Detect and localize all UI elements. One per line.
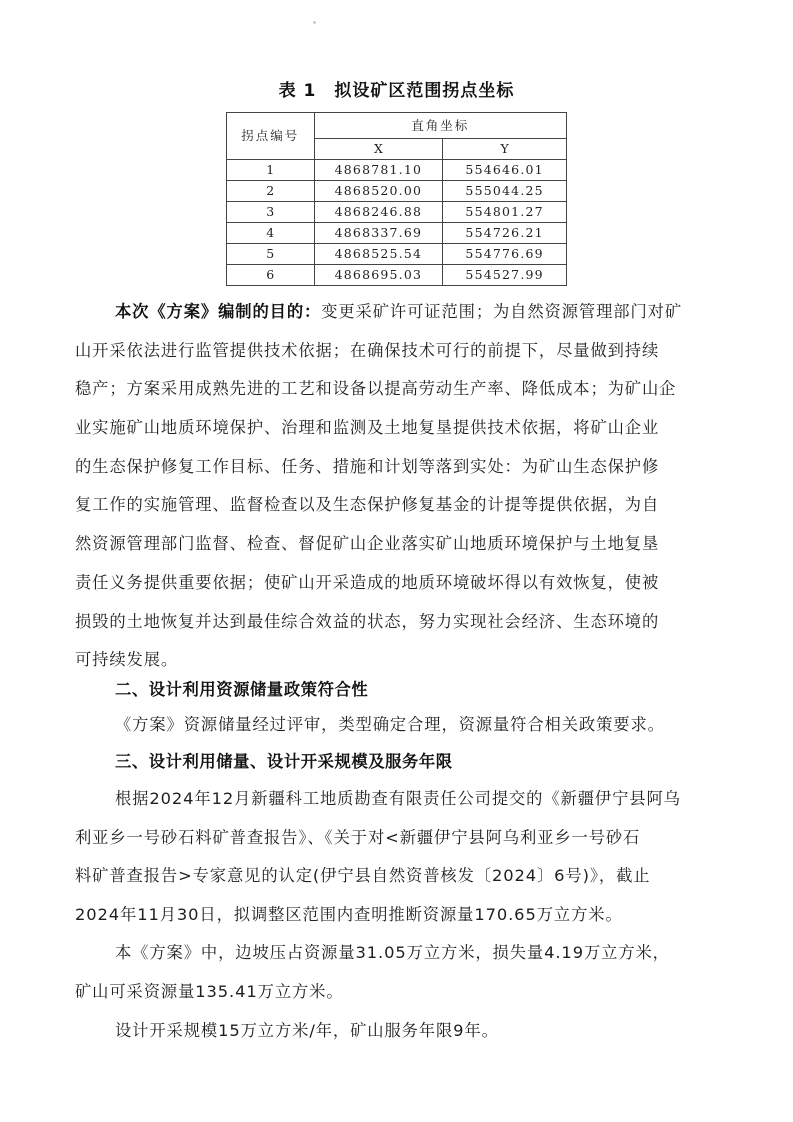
scale-paragraph [75, 1012, 725, 1051]
table-row [227, 244, 567, 265]
paragraph-line: 山开采依法进行监管提供技术依据；在确保技术可行的前提下，尽量做到持续 [75, 340, 660, 360]
paragraph-line: 利亚乡一号砂石料矿普查报告》、《关于对<新疆伊宁县阿乌利亚乡一号砂石 [75, 827, 641, 847]
header-cartesian-coordinates: 直角坐标 [314, 113, 566, 139]
table-caption [0, 76, 793, 101]
table-header-row [227, 113, 567, 139]
paragraph-line: 稳产；方案采用成熟先进的工艺和设备以提高劳动生产率、降低成本；为矿山企 [75, 379, 677, 399]
paragraph-line: 《方案》资源储量经过评审，类型确定合理，资源量符合相关政策要求。 [115, 715, 665, 734]
paragraph-line: 矿山可采资源量135.41万立方米。 [75, 981, 344, 1001]
cell-y: 554527.99 [443, 265, 567, 286]
cell-x: 4868781.10 [314, 160, 443, 181]
paragraph-line: 本《方案》中，边坡压占资源量31.05万立方米，损失量4.19万立方米， [115, 943, 670, 962]
cell-y: 555044.25 [443, 181, 567, 202]
cell-point-id: 5 [227, 244, 315, 265]
table-row [227, 160, 567, 181]
cell-point-id: 4 [227, 223, 315, 244]
table-row [227, 202, 567, 223]
table-row [227, 181, 567, 202]
cell-x: 4868695.03 [314, 265, 443, 286]
reserves-paragraph [75, 934, 725, 1011]
paragraph-line: 责任义务提供重要依据；使矿山开采造成的地质环境破坏得以有效恢复，使被 [75, 572, 660, 592]
section-2-paragraph [75, 706, 725, 745]
paragraph-line: 设计开采规模15万立方米/年，矿山服务年限9年。 [115, 1021, 499, 1040]
purpose-label: 本次《方案》编制的目的： [115, 302, 322, 321]
purpose-paragraph [75, 293, 725, 680]
cell-x: 4868520.00 [314, 181, 443, 202]
cell-point-id: 6 [227, 265, 315, 286]
paragraph-line: 本次《方案》编制的目的：变更采矿许可证范围；为自然资源管理部门对矿 [115, 302, 682, 321]
table-row [227, 265, 567, 286]
basis-paragraph [75, 780, 725, 935]
cell-y: 554726.21 [443, 223, 567, 244]
header-y: Y [443, 139, 567, 160]
section-heading: 三、设计利用储量、设计开采规模及服务年限 [115, 752, 453, 771]
table-caption-title: 拟设矿区范围拐点坐标 [334, 81, 515, 101]
page-marker: * [313, 21, 316, 28]
paragraph-line: 复工作的实施管理、监督检查以及生态保护修复基金的计提等提供依据，为自 [75, 495, 660, 515]
paragraph-line: 可持续发展。 [75, 650, 179, 670]
cell-x: 4868525.54 [314, 244, 443, 265]
paragraph-line: 2024年11月30日，拟调整区范围内查明推断资源量170.65万立方米。 [75, 905, 623, 925]
paragraph-line: 业实施矿山地质环境保护、治理和监测及土地复垦提供技术依据，将矿山企业 [75, 418, 660, 438]
paragraph-line: 损毁的土地恢复并达到最佳综合效益的状态，努力实现社会经济、生态环境的 [75, 611, 660, 631]
header-point-number: 拐点编号 [227, 113, 315, 160]
paragraph-line: 的生态保护修复工作目标、任务、措施和计划等落到实处：为矿山生态保护修 [75, 456, 660, 476]
table-row [227, 223, 567, 244]
paragraph-line: 根据2024年12月新疆科工地质勘查有限责任公司提交的《新疆伊宁县阿乌 [115, 789, 681, 808]
cell-x: 4868337.69 [314, 223, 443, 244]
cell-y: 554776.69 [443, 244, 567, 265]
cell-point-id: 3 [227, 202, 315, 223]
section-2-heading-block [75, 671, 725, 710]
cell-point-id: 1 [227, 160, 315, 181]
cell-x: 4868246.88 [314, 202, 443, 223]
coordinates-table [226, 112, 567, 286]
section-heading: 二、设计利用资源储量政策符合性 [115, 680, 369, 699]
paragraph-line: 料矿普查报告>专家意见的认定(伊宁县自然资普核发〔2024〕6号)》，截止 [75, 866, 651, 886]
paragraph-line: 然资源管理部门监督、检查、督促矿山企业落实矿山地质环境保护与土地复垦 [75, 534, 660, 554]
header-x: X [314, 139, 443, 160]
cell-y: 554646.01 [443, 160, 567, 181]
cell-y: 554801.27 [443, 202, 567, 223]
section-3-heading-block [75, 743, 725, 782]
cell-point-id: 2 [227, 181, 315, 202]
table-caption-number: 表 1 [278, 81, 317, 101]
